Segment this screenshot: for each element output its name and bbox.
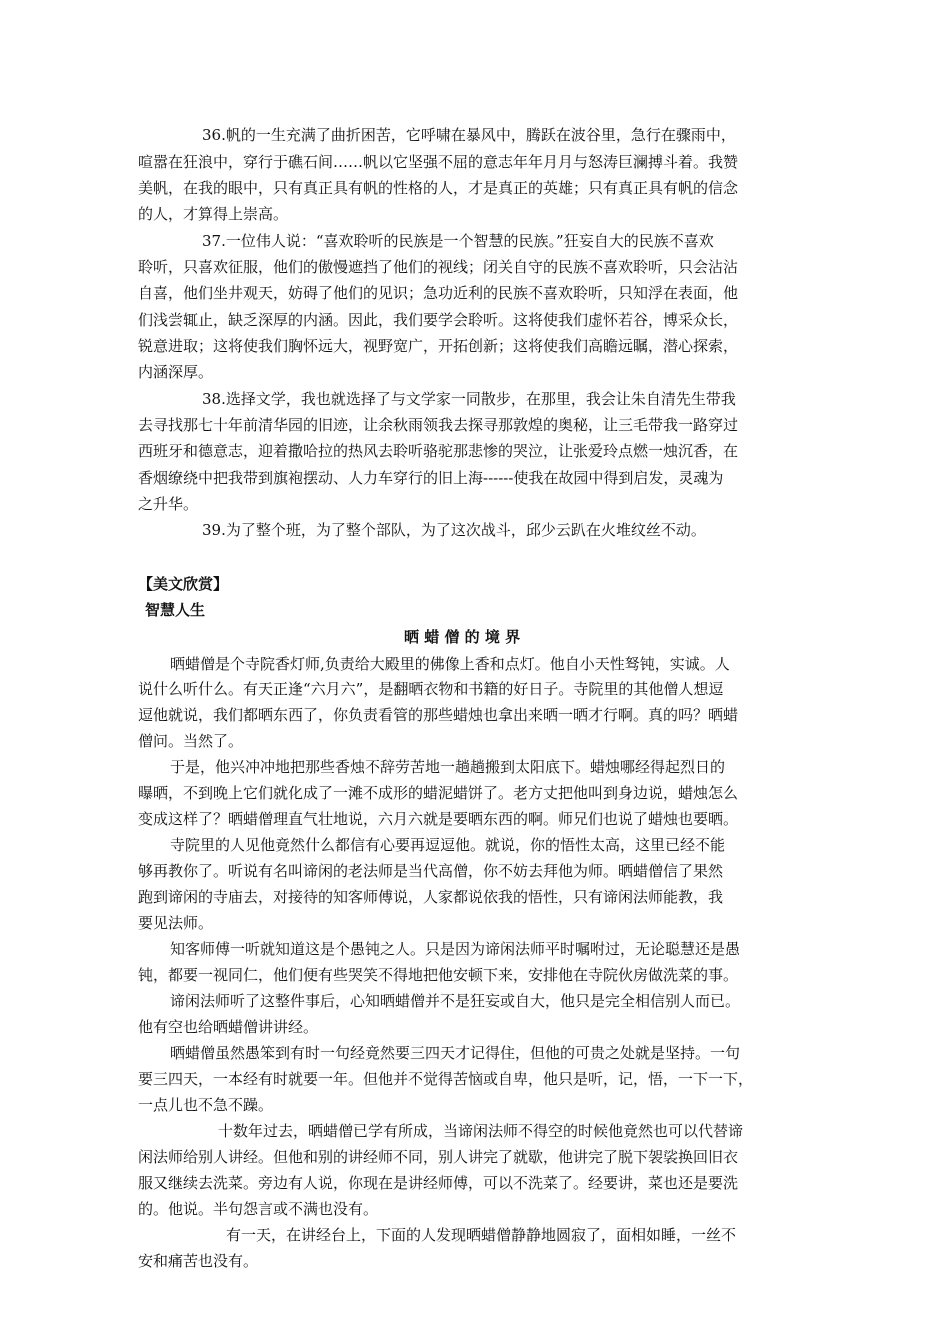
story-p1-line-2: 说什么听什么。有天正逢“六月六”，是翻晒衣物和书籍的好日子。寺院里的其他僧人想逗 xyxy=(138,680,724,698)
story-p4-line-2: 钝，都要一视同仁，他们便有些哭笑不得地把他安顿下来，安排他在寺院伙房做洗菜的事。 xyxy=(138,966,739,984)
item-37-line-6: 内涵深厚。 xyxy=(138,363,214,381)
item-38-line-2: 去寻找那七十年前清华园的旧迹，让余秋雨领我去探寻那敦煌的奥秘，让三毛带我一路穿过 xyxy=(138,416,739,434)
item-38-line-1: 38.选择文学，我也就选择了与文学家一同散步，在那里，我会让朱自清先生带我 xyxy=(202,390,736,408)
item-37-line-1: 37.一位伟人说：“喜欢聆听的民族是一个智慧的民族。”狂妄自大的民族不喜欢 xyxy=(202,232,714,250)
story-p7-line-2: 闲法师给别人讲经。但他和别的讲经师不同，别人讲完了就歇，他讲完了脱下袈裟换回旧衣 xyxy=(138,1148,739,1166)
story-p5-line-2: 他有空也给晒蜡僧讲讲经。 xyxy=(138,1018,319,1036)
item-38-line-4: 香烟缭绕中把我带到旗袍摆动、人力车穿行的旧上海------使我在故园中得到启发，灵魂为 xyxy=(138,469,724,487)
item-36-line-3: 美帆，在我的眼中，只有真正具有帆的性格的人，才是真正的英雄；只有真正具有帆的信念 xyxy=(138,179,739,197)
story-p2-line-3: 变成这样了？晒蜡僧理直气壮地说，六月六就是要晒东西的啊。师兄们也说了蜡烛也要晒。 xyxy=(138,810,739,828)
story-p1-line-3: 逗他就说，我们都晒东西了，你负责看管的那些蜡烛也拿出来晒一晒才行啊。真的吗？晒蜡 xyxy=(138,706,739,724)
story-p5-line-1: 谛闲法师听了这整件事后，心知晒蜡僧并不是狂妄或自大，他只是完全相信别人而已。 xyxy=(170,992,741,1010)
item-38-line-5: 之升华。 xyxy=(138,495,199,513)
item-39-line-1: 39.为了整个班，为了整个部队，为了这次战斗，邱少云趴在火堆纹丝不动。 xyxy=(202,521,706,539)
story-p6-line-3: 一点儿也不急不躁。 xyxy=(138,1096,274,1114)
section-heading: 【美文欣赏】 xyxy=(138,575,229,593)
story-p6-line-1: 晒蜡僧虽然愚笨到有时一句经竟然要三四天才记得住，但他的可贵之处就是坚持。一句 xyxy=(170,1044,741,1062)
story-p8-line-1: 有一天，在讲经台上，下面的人发现晒蜡僧静静地圆寂了，面相如睡，一丝不 xyxy=(226,1226,737,1244)
item-36-line-2: 喧嚣在狂浪中，穿行于礁石间……帆以它坚强不屈的意志年年月月与怒涛巨澜搏斗着。我赞 xyxy=(138,153,739,171)
story-p6-line-2: 要三四天，一本经有时就要一年。但他并不觉得苦恼或自卑，他只是听，记，悟，一下一下， xyxy=(138,1070,754,1088)
sub-heading: 智慧人生 xyxy=(145,601,206,619)
story-p4-line-1: 知客师傅一听就知道这是个愚钝之人。只是因为谛闲法师平时嘱咐过，无论聪慧还是愚 xyxy=(170,940,741,958)
story-p7-line-3: 服又继续去洗菜。旁边有人说，你现在是讲经师傅，可以不洗菜了。经要讲，菜也还是要洗 xyxy=(138,1174,739,1192)
item-38-line-3: 西班牙和德意志，迎着撒哈拉的热风去聆听骆驼那悲惨的哭泣，让张爱玲点燃一烛沉香，在 xyxy=(138,442,739,460)
story-p3-line-3: 跑到谛闲的寺庙去，对接待的知客师傅说，人家都说依我的悟性，只有谛闲法师能教，我 xyxy=(138,888,724,906)
item-37-line-2: 聆听，只喜欢征服，他们的傲慢遮挡了他们的视线；闭关自守的民族不喜欢聆听，只会沾沾 xyxy=(138,258,739,276)
story-p2-line-2: 曝晒，不到晚上它们就化成了一滩不成形的蜡泥蜡饼了。老方丈把他叫到身边说，蜡烛怎么 xyxy=(138,784,739,802)
story-p8-line-2: 安和痛苦也没有。 xyxy=(138,1252,259,1270)
story-p7-line-4: 的。他说。半句怨言或不满也没有。 xyxy=(138,1200,379,1218)
item-36-line-4: 的人，才算得上崇高。 xyxy=(138,205,289,223)
item-37-line-5: 锐意进取；这将使我们胸怀远大，视野宽广，开拓创新；这将使我们高瞻远瞩，潜心探索， xyxy=(138,337,739,355)
story-p1-line-1: 晒蜡僧是个寺院香灯师,负责给大殿里的佛像上香和点灯。他自小天性驽钝，实诚。人 xyxy=(170,655,730,673)
story-p3-line-4: 要见法师。 xyxy=(138,914,214,932)
item-36-line-1: 36.帆的一生充满了曲折困苦，它呼啸在暴风中，腾跃在波谷里，急行在骤雨中， xyxy=(202,126,736,144)
item-37-line-4: 们浅尝辄止，缺乏深厚的内涵。因此，我们要学会聆听。这将使我们虚怀若谷，博采众长， xyxy=(138,311,739,329)
story-p3-line-2: 够再教你了。听说有名叫谛闲的老法师是当代高僧，你不妨去拜他为师。晒蜡僧信了果然 xyxy=(138,862,724,880)
item-37-line-3: 自喜，他们坐井观天，妨碍了他们的见识；急功近利的民族不喜欢聆听，只知浮在表面，他 xyxy=(138,284,739,302)
story-p1-line-4: 僧问。当然了。 xyxy=(138,732,244,750)
story-p7-line-1: 十数年过去，晒蜡僧已学有所成，当谛闲法师不得空的时候他竟然也可以代替谛 xyxy=(218,1122,744,1140)
story-p3-line-1: 寺院里的人见他竟然什么都信有心要再逗逗他。就说，你的悟性太高，这里已经不能 xyxy=(170,836,726,854)
story-p2-line-1: 于是，他兴冲冲地把那些香烛不辞劳苦地一趟趟搬到太阳底下。蜡烛哪经得起烈日的 xyxy=(170,758,726,776)
story-title: 晒 蜡 僧 的 境 界 xyxy=(404,628,521,646)
